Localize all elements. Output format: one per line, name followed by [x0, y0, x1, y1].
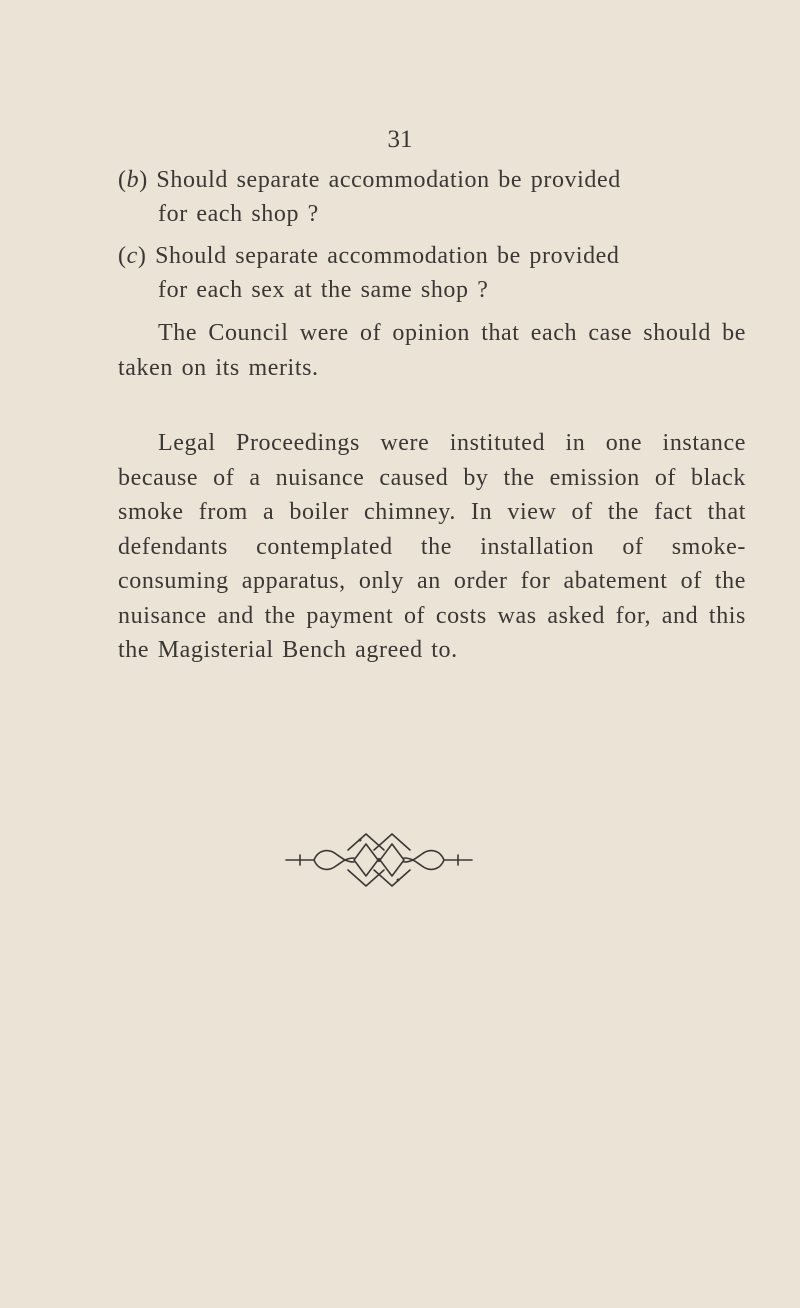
page-number: 31: [387, 126, 413, 153]
query-c: [118, 239, 738, 307]
query-b-line2: for each shop ?: [158, 201, 319, 227]
query-c-text: Should separate accommodation be provided: [155, 243, 620, 269]
query-c-line2: for each sex at the same shop ?: [158, 277, 489, 303]
query-b-letter: b: [126, 167, 140, 193]
query-c-line1: (c) Should separate accommodation be provided: [118, 243, 620, 269]
paragraph-council-opinion: The Council were of opinion that each case should be taken on its merits.: [118, 320, 746, 381]
query-b-text: Should separate accommodation be provided: [156, 167, 621, 193]
query-b: [118, 163, 738, 231]
query-b-line1: (b) Should separate accommodation be provided: [118, 167, 621, 193]
query-c-letter: c: [126, 243, 138, 269]
paragraph-legal-proceedings: Legal Proceedings were instituted in one instance because of a nuisance caused by the emission of black smoke from a boiler chimney. In view of the fact that defendants contemplated the installation of smoke-consuming apparatus, only an order for abatement of the nuisance and the payment of costs was asked for, and this the Magisterial Bench agreed to.: [118, 430, 746, 663]
decorative-scroll-ornament-icon: [284, 832, 474, 888]
